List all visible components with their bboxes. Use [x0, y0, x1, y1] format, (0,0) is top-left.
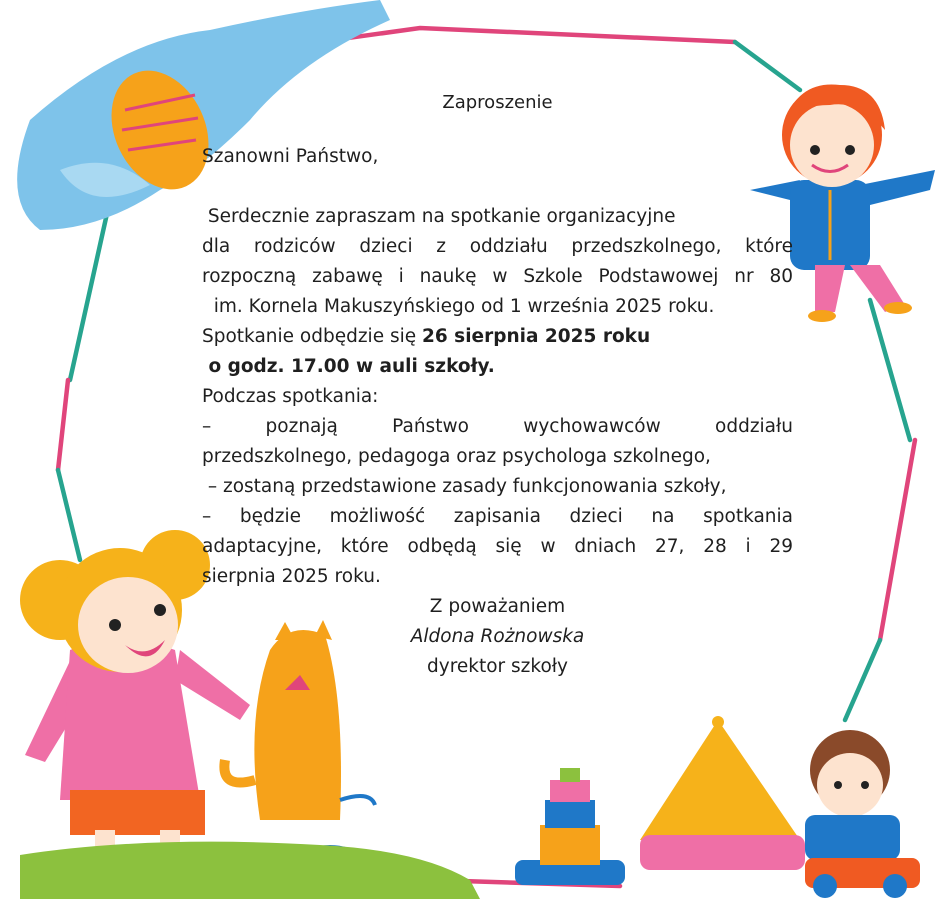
grass [20, 842, 480, 899]
meeting-date: 26 sierpnia 2025 roku [422, 326, 651, 347]
toy-tower-icon [515, 768, 625, 885]
signature-name: Aldona Rożnowska [410, 626, 585, 647]
greeting: Szanowni Państwo, [202, 146, 379, 167]
point-3-line-2: adaptacyjne, które odbędą się w dniach 27, 28 i 29 [202, 536, 793, 557]
body-line-2: dla rodziców dzieci z oddziału przedszkolnego, które [202, 236, 793, 257]
body-line-1: Serdecznie zapraszam na spotkanie organizacyjne [202, 206, 676, 227]
body-line-4: im. Kornela Makuszyńskiego od 1 września 2025 roku. [202, 296, 715, 317]
point-1-line-2: przedszkolnego, pedagoga oraz psychologa szkolnego, [202, 446, 711, 467]
letter-title: Zaproszenie [442, 92, 553, 113]
point-3-line-1: – będzie możliwość zapisania dzieci na spotkania [202, 506, 793, 527]
invitation-letter [202, 88, 793, 682]
meeting-line [202, 322, 793, 352]
meeting-prefix: Spotkanie odbędzie się [202, 326, 422, 347]
tent-icon [640, 716, 805, 870]
closing: Z poważaniem [429, 596, 566, 617]
body-line-3: rozpoczną zabawę i naukę w Szkole Podstawowej nr 80 [202, 266, 793, 287]
meeting-time [202, 352, 793, 382]
meeting-time-text: o godz. 17.00 w auli szkoły. [202, 356, 495, 377]
signature-role: dyrektor szkoły [427, 656, 568, 677]
point-1-line-1: – poznają Państwo wychowawców oddziału [202, 416, 793, 437]
point-2: – zostaną przedstawione zasady funkcjonowania szkoły, [202, 476, 727, 497]
point-3-line-3: sierpnia 2025 roku. [202, 566, 381, 587]
boy-car-icon [805, 730, 920, 898]
during-label: Podczas spotkania: [202, 386, 379, 407]
